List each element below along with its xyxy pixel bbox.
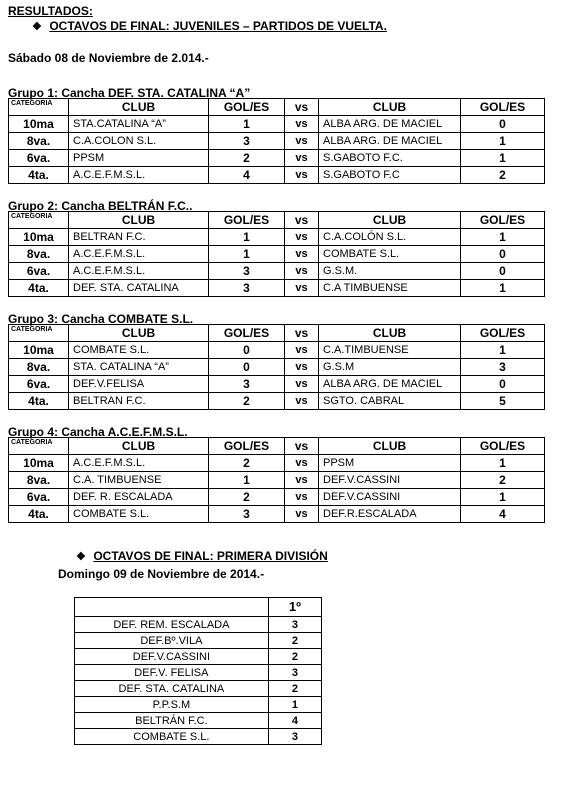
team-name-cell: DEF.Bº.VILA	[75, 633, 269, 649]
vs-cell: vs	[285, 506, 319, 523]
home-goals-cell: 2	[209, 393, 285, 410]
table-row	[75, 617, 322, 633]
vs-cell: vs	[285, 133, 319, 150]
group-title: Grupo 2: Cancha BELTRÁN F.C..	[8, 199, 193, 213]
club-header: CLUB	[319, 99, 461, 116]
away-club-cell: S.GABOTO F.C.	[319, 150, 461, 167]
vs-cell: vs	[285, 393, 319, 410]
away-goals-cell: 1	[461, 229, 545, 246]
club-header: CLUB	[69, 438, 209, 455]
away-club-cell: ALBA ARG. DE MACIEL	[319, 116, 461, 133]
home-club-cell: C.A.COLON S.L.	[69, 133, 209, 150]
vs-cell: vs	[285, 116, 319, 133]
home-goals-cell: 1	[209, 246, 285, 263]
club-header: CLUB	[69, 212, 209, 229]
team-name-cell: DEF. REM. ESCALADA	[75, 617, 269, 633]
vs-cell: vs	[285, 342, 319, 359]
goals-header: GOL/ES	[209, 325, 285, 342]
primera-division-table	[74, 597, 322, 745]
table-row	[9, 150, 545, 167]
category-cell: 10ma	[9, 116, 69, 133]
category-cell: 6va.	[9, 263, 69, 280]
group-title: Grupo 4: Cancha A.C.E.F.M.S.L.	[8, 425, 188, 439]
vs-cell: vs	[285, 472, 319, 489]
section-title-text: OCTAVOS DE FINAL: PRIMERA DIVISIÓN	[93, 549, 328, 563]
section-title-text: OCTAVOS DE FINAL: JUVENILES – PARTIDOS DE VUELTA.	[49, 19, 387, 33]
category-cell: 6va.	[9, 150, 69, 167]
table-row	[9, 229, 545, 246]
vs-header: vs	[285, 438, 319, 455]
home-club-cell: PPSM	[69, 150, 209, 167]
goals-cell: 3	[268, 665, 321, 681]
table-row	[75, 649, 322, 665]
away-club-cell: G.S.M	[319, 359, 461, 376]
table-row	[9, 280, 545, 297]
table-row	[9, 489, 545, 506]
away-goals-cell: 1	[461, 342, 545, 359]
table-header-row	[9, 325, 545, 342]
away-goals-cell: 2	[461, 167, 545, 184]
away-club-cell: ALBA ARG. DE MACIEL	[319, 376, 461, 393]
home-club-cell: STA.CATALINA “A”	[69, 116, 209, 133]
goals-cell: 2	[268, 649, 321, 665]
vs-header: vs	[285, 212, 319, 229]
table-row	[75, 697, 322, 713]
home-club-cell: C.A. TIMBUENSE	[69, 472, 209, 489]
table-row	[9, 263, 545, 280]
home-goals-cell: 4	[209, 167, 285, 184]
goals-header: GOL/ES	[461, 212, 545, 229]
away-club-cell: PPSM	[319, 455, 461, 472]
home-club-cell: A.C.E.F.M.S.L.	[69, 246, 209, 263]
away-club-cell: G.S.M.	[319, 263, 461, 280]
category-header: CATEGORIA	[9, 325, 69, 342]
away-goals-cell: 0	[461, 376, 545, 393]
home-club-cell: BELTRAN F.C.	[69, 229, 209, 246]
category-cell: 4ta.	[9, 393, 69, 410]
home-club-cell: BELTRAN F.C.	[69, 393, 209, 410]
table-row	[9, 133, 545, 150]
home-club-cell: COMBATE S.L.	[69, 506, 209, 523]
away-club-cell: DEF.V.CASSINI	[319, 489, 461, 506]
team-name-cell: DEF.V.CASSINI	[75, 649, 269, 665]
category-cell: 4ta.	[9, 506, 69, 523]
diamond-bullet-icon: ❖	[32, 21, 42, 33]
group-title: Grupo 1: Cancha DEF. STA. CATALINA “A”	[8, 86, 251, 100]
away-goals-cell: 0	[461, 263, 545, 280]
category-cell: 4ta.	[9, 280, 69, 297]
club-header: CLUB	[69, 325, 209, 342]
table-row	[9, 167, 545, 184]
away-goals-cell: 3	[461, 359, 545, 376]
table-row	[9, 472, 545, 489]
home-club-cell: A.C.E.F.M.S.L.	[69, 455, 209, 472]
category-cell: 8va.	[9, 246, 69, 263]
group-results-table	[8, 324, 545, 410]
club-header: CLUB	[319, 325, 461, 342]
table-row	[75, 633, 322, 649]
category-header: CATEGORIA	[9, 212, 69, 229]
home-club-cell: DEF. R. ESCALADA	[69, 489, 209, 506]
match-date-saturday: Sábado 08 de Noviembre de 2.014.-	[8, 51, 209, 65]
away-goals-cell: 4	[461, 506, 545, 523]
table-header-row	[9, 212, 545, 229]
away-club-cell: S.GABOTO F.C	[319, 167, 461, 184]
away-goals-cell: 2	[461, 472, 545, 489]
home-goals-cell: 2	[209, 150, 285, 167]
home-goals-cell: 3	[209, 263, 285, 280]
home-club-cell: A.C.E.F.M.S.L.	[69, 167, 209, 184]
vs-cell: vs	[285, 280, 319, 297]
away-goals-cell: 1	[461, 133, 545, 150]
away-goals-cell: 5	[461, 393, 545, 410]
away-club-cell: C.A.TIMBUENSE	[319, 342, 461, 359]
category-header: CATEGORIA	[9, 99, 69, 116]
team-name-cell: COMBATE S.L.	[75, 729, 269, 745]
home-goals-cell: 3	[209, 506, 285, 523]
category-cell: 10ma	[9, 229, 69, 246]
goals-cell: 4	[268, 713, 321, 729]
team-name-cell: BELTRÁN F.C.	[75, 713, 269, 729]
away-goals-cell: 1	[461, 280, 545, 297]
vs-header: vs	[285, 325, 319, 342]
home-club-cell: DEF. STA. CATALINA	[69, 280, 209, 297]
table-row	[9, 246, 545, 263]
vs-cell: vs	[285, 455, 319, 472]
club-header: CLUB	[69, 99, 209, 116]
goals-header: GOL/ES	[461, 99, 545, 116]
table-header-row	[9, 99, 545, 116]
home-goals-cell: 1	[209, 472, 285, 489]
first-round-header: 1º	[268, 598, 321, 617]
group-results-table	[8, 98, 545, 184]
goals-header: GOL/ES	[209, 212, 285, 229]
home-goals-cell: 0	[209, 359, 285, 376]
goals-cell: 1	[268, 697, 321, 713]
away-goals-cell: 1	[461, 455, 545, 472]
goals-cell: 3	[268, 617, 321, 633]
category-cell: 4ta.	[9, 167, 69, 184]
home-club-cell: COMBATE S.L.	[69, 342, 209, 359]
goals-header: GOL/ES	[209, 438, 285, 455]
vs-header: vs	[285, 99, 319, 116]
home-goals-cell: 3	[209, 376, 285, 393]
section-title-primera	[76, 549, 328, 563]
home-goals-cell: 3	[209, 280, 285, 297]
away-club-cell: C.A.COLÓN S.L.	[319, 229, 461, 246]
home-goals-cell: 2	[209, 455, 285, 472]
category-cell: 6va.	[9, 376, 69, 393]
category-cell: 8va.	[9, 133, 69, 150]
home-goals-cell: 1	[209, 116, 285, 133]
table-header-row	[75, 598, 322, 617]
table-row	[75, 729, 322, 745]
table-row	[9, 455, 545, 472]
category-cell: 10ma	[9, 342, 69, 359]
table-row	[75, 665, 322, 681]
vs-cell: vs	[285, 376, 319, 393]
home-goals-cell: 3	[209, 133, 285, 150]
goals-cell: 3	[268, 729, 321, 745]
table-row	[9, 342, 545, 359]
vs-cell: vs	[285, 489, 319, 506]
category-cell: 10ma	[9, 455, 69, 472]
vs-cell: vs	[285, 246, 319, 263]
table-row	[9, 393, 545, 410]
section-title-juveniles	[32, 19, 387, 33]
table-row	[9, 506, 545, 523]
category-header: CATEGORIA	[9, 438, 69, 455]
vs-cell: vs	[285, 229, 319, 246]
goals-cell: 2	[268, 681, 321, 697]
goals-header: GOL/ES	[461, 438, 545, 455]
results-title: RESULTADOS:	[8, 4, 93, 18]
vs-cell: vs	[285, 263, 319, 280]
club-header: CLUB	[319, 212, 461, 229]
away-club-cell: DEF.V.CASSINI	[319, 472, 461, 489]
table-header-row	[9, 438, 545, 455]
away-goals-cell: 1	[461, 489, 545, 506]
away-goals-cell: 0	[461, 246, 545, 263]
table-row	[75, 681, 322, 697]
goals-cell: 2	[268, 633, 321, 649]
home-club-cell: DEF.V.FELISA	[69, 376, 209, 393]
table-row	[75, 713, 322, 729]
away-club-cell: COMBATE S.L.	[319, 246, 461, 263]
diamond-bullet-icon: ❖	[76, 551, 86, 563]
group-results-table	[8, 437, 545, 523]
club-header: CLUB	[319, 438, 461, 455]
category-cell: 6va.	[9, 489, 69, 506]
category-cell: 8va.	[9, 472, 69, 489]
vs-cell: vs	[285, 359, 319, 376]
table-row	[9, 376, 545, 393]
away-club-cell: DEF.R.ESCALADA	[319, 506, 461, 523]
table-row	[9, 116, 545, 133]
group-results-table	[8, 211, 545, 297]
home-club-cell: STA. CATALINA “A”	[69, 359, 209, 376]
home-goals-cell: 1	[209, 229, 285, 246]
away-club-cell: C.A TIMBUENSE	[319, 280, 461, 297]
goals-header: GOL/ES	[461, 325, 545, 342]
home-club-cell: A.C.E.F.M.S.L.	[69, 263, 209, 280]
team-name-cell: DEF.V. FELISA	[75, 665, 269, 681]
away-club-cell: ALBA ARG. DE MACIEL	[319, 133, 461, 150]
vs-cell: vs	[285, 167, 319, 184]
category-cell: 8va.	[9, 359, 69, 376]
empty-header-cell	[75, 598, 269, 617]
team-name-cell: P.P.S.M	[75, 697, 269, 713]
match-date-sunday: Domingo 09 de Noviembre de 2014.-	[58, 567, 265, 581]
away-goals-cell: 0	[461, 116, 545, 133]
home-goals-cell: 0	[209, 342, 285, 359]
away-goals-cell: 1	[461, 150, 545, 167]
home-goals-cell: 2	[209, 489, 285, 506]
table-row	[9, 359, 545, 376]
group-title: Grupo 3: Cancha COMBATE S.L.	[8, 312, 194, 326]
vs-cell: vs	[285, 150, 319, 167]
goals-header: GOL/ES	[209, 99, 285, 116]
away-club-cell: SGTO. CABRAL	[319, 393, 461, 410]
team-name-cell: DEF. STA. CATALINA	[75, 681, 269, 697]
